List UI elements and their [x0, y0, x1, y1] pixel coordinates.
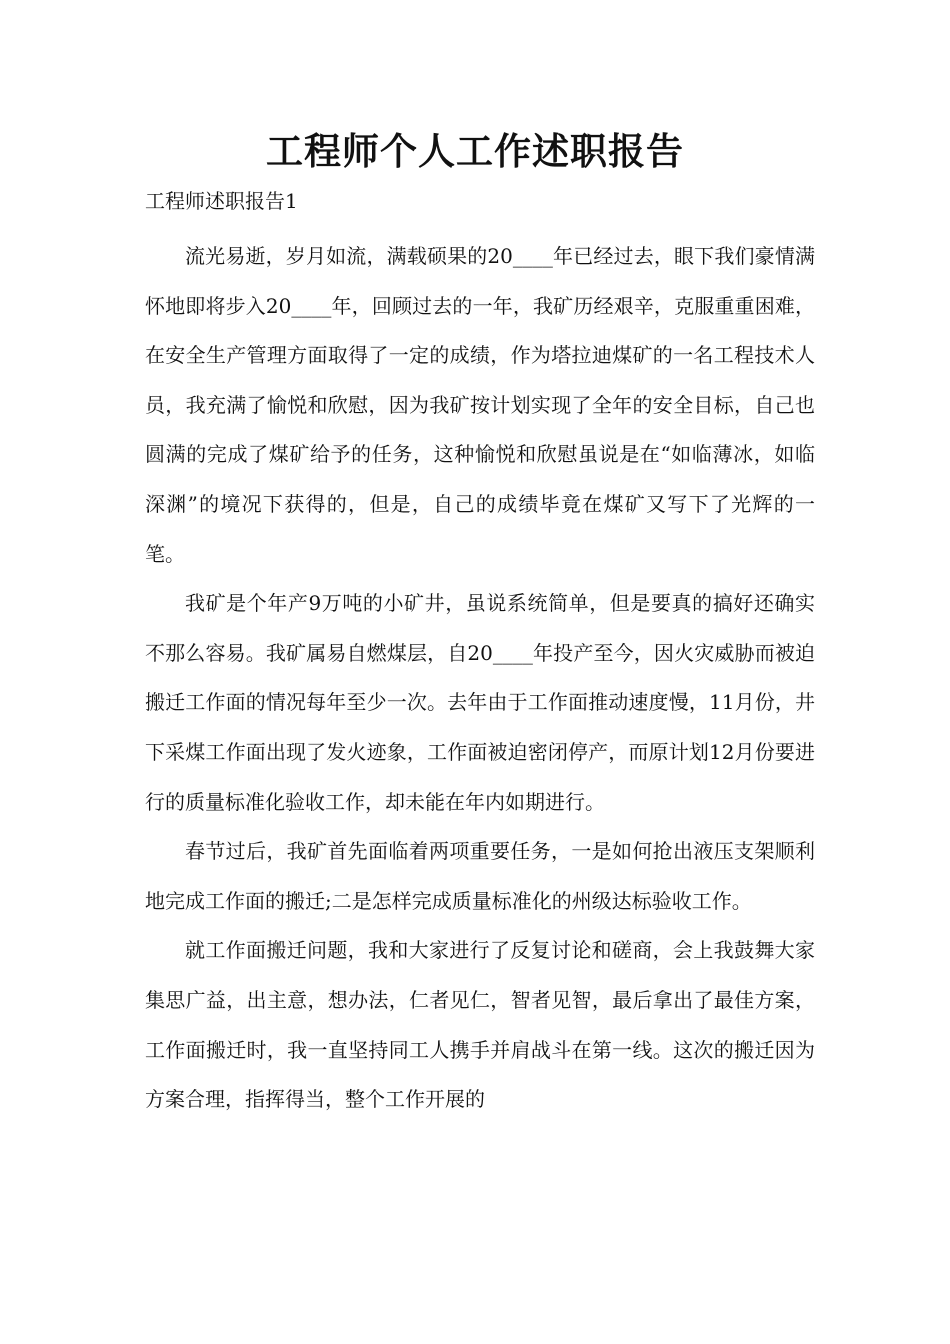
paragraph-1: 流光易逝，岁月如流，满载硕果的20____年已经过去，眼下我们豪情满怀地即将步入20____年，回顾过去的一年，我矿历经艰辛，克服重重困难，在安全生产管理方面取得了一定的成绩，作为塔拉迪煤矿的一名工程技术人员，我充满了愉悦和欣慰，因为我矿按计划实现了全年的安全目标，自己也圆满的完成了煤矿给予的任务，这种愉悦和欣慰虽说是在“如临薄冰，如临深渊”的境况下获得的，但是，自己的成绩毕竟在煤矿又写下了光辉的一笔。 — [145, 244, 815, 566]
document-subtitle: 工程师述职报告1 — [145, 189, 298, 213]
paragraph-4: 就工作面搬迁问题，我和大家进行了反复讨论和磋商，会上我鼓舞大家集思广益，出主意，想办法，仁者见仁，智者见智，最后拿出了最佳方案，工作面搬迁时，我一直坚持同工人携手并肩战斗在第一线。这次的搬迁因为方案合理，指挥得当，整个工作开展的 — [145, 938, 815, 1112]
paragraph-2: 我矿是个年产9万吨的小矿井，虽说系统简单，但是要真的搞好还确实不那么容易。我矿属易自燃煤层，自20____年投产至今，因火灾威胁而被迫搬迁工作面的情况每年至少一次。去年由于工作面推动速度慢，11月份，井下采煤工作面出现了发火迹象，工作面被迫密闭停产，而原计划12月份要进行的质量标准化验收工作，却未能在年内如期进行。 — [145, 591, 815, 814]
document-title: 工程师个人工作述职报告 — [266, 130, 684, 173]
document-body — [145, 232, 815, 1125]
paragraph-3: 春节过后，我矿首先面临着两项重要任务，一是如何抢出液压支架顺利地完成工作面的搬迁;二是怎样完成质量标准化的州级达标验收工作。 — [145, 839, 815, 913]
